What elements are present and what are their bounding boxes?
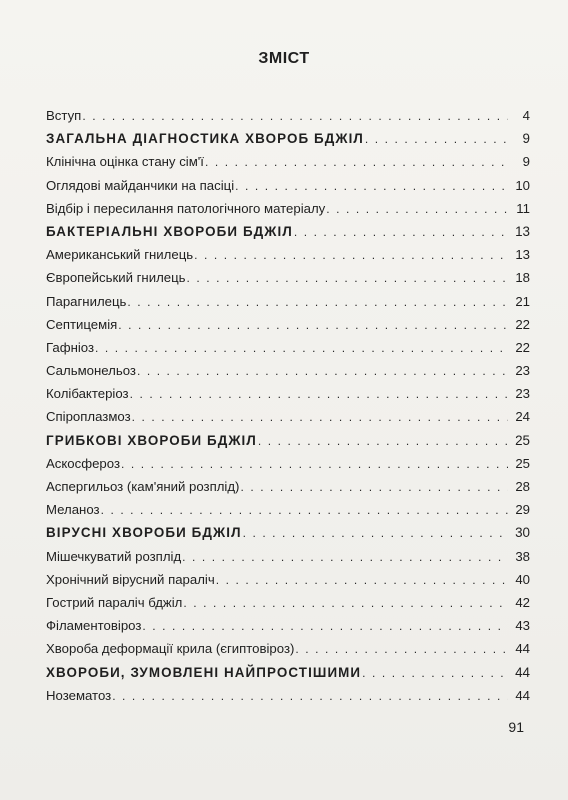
toc-section-heading [46,661,530,684]
toc-entry [46,498,530,521]
toc-entry [46,313,530,336]
toc-entry-page: 13 [515,223,530,239]
dot-leader [194,244,508,267]
dot-leader [121,453,508,476]
toc-entry-page: 30 [515,525,530,541]
toc-entry [46,684,530,707]
page-number: 91 [508,719,524,735]
toc-entry-page: 25 [515,432,530,448]
dot-leader [258,430,508,453]
toc-entry-page: 28 [515,479,530,494]
dot-leader [216,569,508,592]
toc-entry-page: 22 [515,316,530,332]
toc-entry-page: 22 [515,339,530,355]
toc-entry [46,266,530,289]
toc-entry-page: 21 [515,293,530,309]
toc-entry-page: 4 [522,108,530,123]
toc-entry-label: ЗАГАЛЬНА ДІАГНОСТИКА ХВОРОБ БДЖІЛ [46,131,364,147]
toc-entry-page: 44 [515,641,530,657]
toc-entry [46,336,530,359]
toc-entry-label: ГРИБКОВІ ХВОРОБИ БДЖІЛ [46,432,257,448]
toc-entry-page: 18 [515,270,530,286]
toc-entry-page: 23 [515,363,530,379]
toc-entry [46,104,530,127]
dot-leader [362,662,508,685]
toc-entry-label: Відбір і пересилання патологічного матеріалу [46,200,326,216]
toc-entry-page: 29 [515,502,530,518]
toc-entry [46,197,530,220]
dot-leader [137,360,508,383]
toc-section-heading [46,521,530,544]
toc-entry [46,568,530,591]
toc-entry-page: 40 [515,571,530,587]
toc-entry [46,545,530,568]
dot-leader [112,685,508,708]
dot-leader [243,522,508,545]
toc-section-heading [46,127,530,150]
toc-entry-page: 13 [515,247,530,263]
toc-entry [46,290,530,313]
toc-entry-label: ВІРУСНІ ХВОРОБИ БДЖІЛ [46,525,242,541]
toc-entry [46,452,530,475]
toc-entry [46,150,530,173]
toc-entry-label: Септицемія [46,316,118,332]
toc-entry-label: Колібактеріоз [46,386,129,402]
dot-leader [295,638,508,661]
toc-section-heading [46,429,530,452]
page-title: ЗМІСТ [258,50,310,67]
toc-entry-label: Нозематоз [46,687,112,703]
toc-entry-page: 23 [515,386,530,402]
dot-leader [187,267,508,290]
toc-entry-label: Аскосфероз [46,455,120,471]
toc-entry-label: ХВОРОБИ, ЗУМОВЛЕНІ НАЙПРОСТІШИМИ [46,664,362,680]
toc-entry [46,243,530,266]
toc-entry-label: Американський гнилець [46,247,194,263]
toc-entry [46,174,530,197]
toc-entry-page: 24 [515,409,530,425]
dot-leader [365,128,508,151]
toc-entry-label: Хронічний вірусний параліч [46,571,215,587]
dot-leader [101,499,508,522]
toc-entry-page: 25 [515,455,530,471]
toc-entry-label: Спіроплазмоз [46,409,131,425]
toc-entry-page: 9 [522,154,530,170]
toc-entry-page: 10 [515,177,530,193]
toc-entry [46,359,530,382]
dot-leader [118,314,508,337]
toc-entry-page: 11 [516,200,530,216]
toc-entry-label: Хвороба деформації крила (єгиптовіроз) [46,641,295,657]
toc-entry-page: 43 [515,618,530,634]
toc-entry-label: БАКТЕРІАЛЬНІ ХВОРОБИ БДЖІЛ [46,223,293,239]
toc-entry-label: Меланоз [46,502,100,518]
dot-leader [326,198,508,221]
toc-entry-label: Сальмонельоз [46,363,136,379]
toc-entry-label: Оглядові майданчики на пасіці [46,177,235,193]
dot-leader [240,476,508,499]
toc-entry [46,637,530,660]
dot-leader [82,105,508,128]
dot-leader [130,383,508,406]
toc-entry-label: Клінічна оцінка стану сім'ї [46,154,204,170]
toc-entry-page: 44 [515,664,530,680]
toc-entry-page: 42 [515,594,530,610]
toc-entry-label: Філаментовіроз [46,618,142,634]
toc-entry-label: Гафніоз [46,339,95,355]
dot-leader [235,175,508,198]
toc-entry-label: Мішечкуватий розплід [46,548,182,564]
toc-entry-page: 9 [522,131,530,147]
toc-entry-label: Аспергильоз (кам'яний розплід) [46,479,240,494]
dot-leader [142,615,508,638]
dot-leader [132,406,508,429]
dot-leader [205,151,508,174]
toc-entry-page: 38 [515,548,530,564]
toc-section-heading [46,220,530,243]
dot-leader [294,221,508,244]
dot-leader [183,592,508,615]
toc-entry-label: Європейський гнилець [46,270,186,286]
toc-entry-label: Парагнилець [46,293,127,309]
toc-entry [46,405,530,428]
toc-entry [46,475,530,498]
toc-entry-page: 44 [515,687,530,703]
toc-entry-label: Вступ [46,108,82,123]
toc-entry [46,614,530,637]
dot-leader [95,337,508,360]
toc-entry-label: Гострий параліч бджіл [46,594,183,610]
toc-entry [46,591,530,614]
dot-leader [182,546,508,569]
toc-entry [46,382,530,405]
dot-leader [127,291,508,314]
table-of-contents [46,104,530,707]
